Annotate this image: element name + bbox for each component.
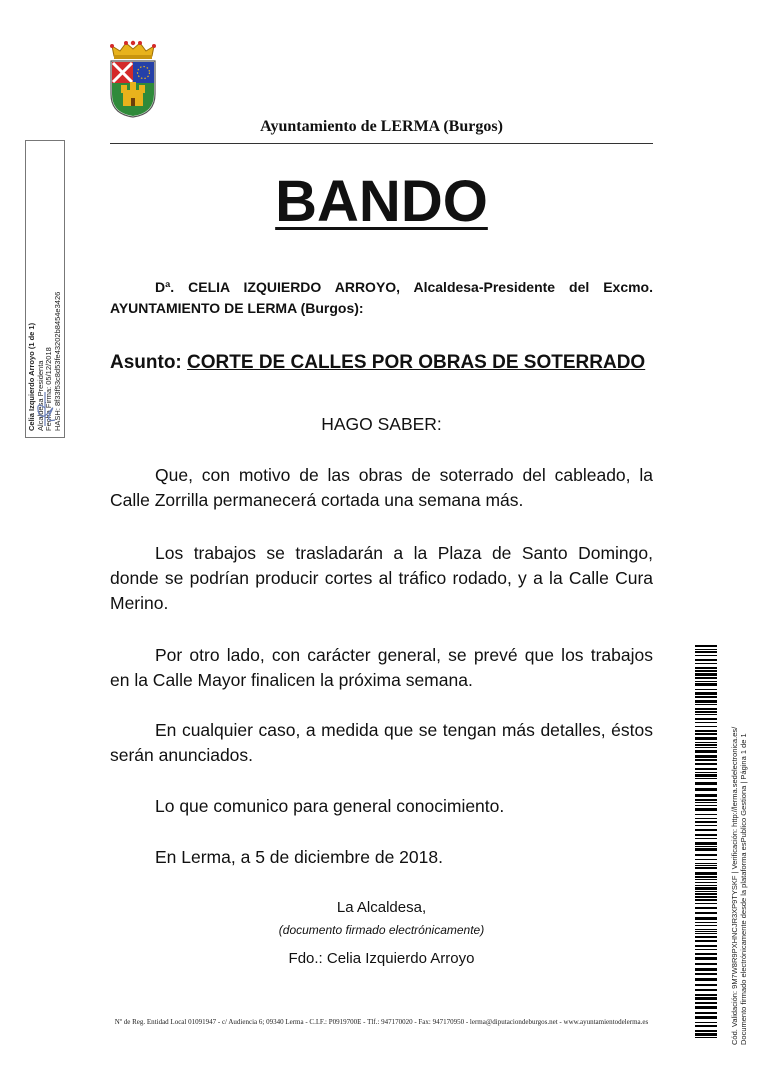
subject-text: CORTE DE CALLES POR OBRAS DE SOTERRADO [187, 352, 646, 373]
castle-icon [121, 82, 145, 106]
body-paragraph-2: Los trabajos se trasladarán a la Plaza de Santo Domingo, donde se podrían producir cortes al tráfico rodado, y a la Calle Cura Merino. [110, 543, 653, 613]
stamp-line-role: Alcaldesa Presidenta [35, 360, 45, 431]
body-paragraph-4: En cualquier caso, a medida que se tengan más detalles, éstos serán anunciados. [110, 720, 653, 765]
document-title-text: BANDO [275, 169, 488, 234]
body-paragraph-3: Por otro lado, con carácter general, se prevé que los trabajos en la Calle Mayor finalicen la próxima semana. [110, 645, 653, 690]
stamp-line-date: Fecha Firma: 05/12/2018 [44, 347, 53, 431]
signature-role: La Alcaldesa, [336, 899, 427, 916]
handwritten-signature-icon [31, 386, 59, 428]
signature-name: Fdo.: Celia Izquierdo Arroyo [288, 950, 475, 967]
document-title [110, 162, 653, 242]
signature-note: (documento firmado electrónicamente) [278, 923, 485, 937]
validation-text [730, 645, 748, 1045]
hago-saber-heading: HAGO SABER: [321, 414, 442, 434]
stamp-line-signer: Celia Izquierdo Arroyo (1 de 1) [27, 322, 36, 431]
crown-icon [110, 41, 156, 59]
barcode-icon [695, 645, 717, 1040]
signature-stamp [25, 140, 65, 438]
header-divider [110, 143, 653, 144]
footer-contact-info: Nº de Reg. Entidad Local 01091947 - c/ Audiencia 6; 09340 Lerma - C.I.F.: P0919700E - Tlf.: 947170020 - Fax: 947170950 - lerma@diputaciondeburgos.net - www.ayuntamientodelerma.es [114, 1018, 649, 1026]
intro-paragraph: Dª. CELIA IZQUIERDO ARROYO, Alcaldesa-Presidente del Excmo. AYUNTAMIENTO DE LERMA (Burgos): [110, 279, 653, 316]
subject-line [110, 352, 653, 374]
place-date: En Lerma, a 5 de diciembre de 2018. [155, 847, 443, 867]
subject-label: Asunto: [110, 352, 182, 373]
validation-line-1: Cód. Validación: 9M7W8R9PXHNCJR3XP9TYSKF | Verificación: http://lerma.sedelectronica.es/ [730, 726, 739, 1045]
coat-of-arms-logo [108, 40, 158, 118]
validation-line-2: Documento firmado electrónicamente desde la plataforma esPublico Gestiona | Página 1 de 1 [739, 733, 748, 1045]
municipality-header: Ayuntamiento de LERMA (Burgos) [260, 118, 503, 135]
body-paragraph-1: Que, con motivo de las obras de soterrado del cableado, la Calle Zorrilla permanecerá cortada una semana más. [110, 465, 653, 510]
stamp-line-hash: HASH: 8f33f53c8d53fe43202b8454e3426 [52, 291, 62, 431]
closing-line: Lo que comunico para general conocimiento. [155, 796, 505, 816]
